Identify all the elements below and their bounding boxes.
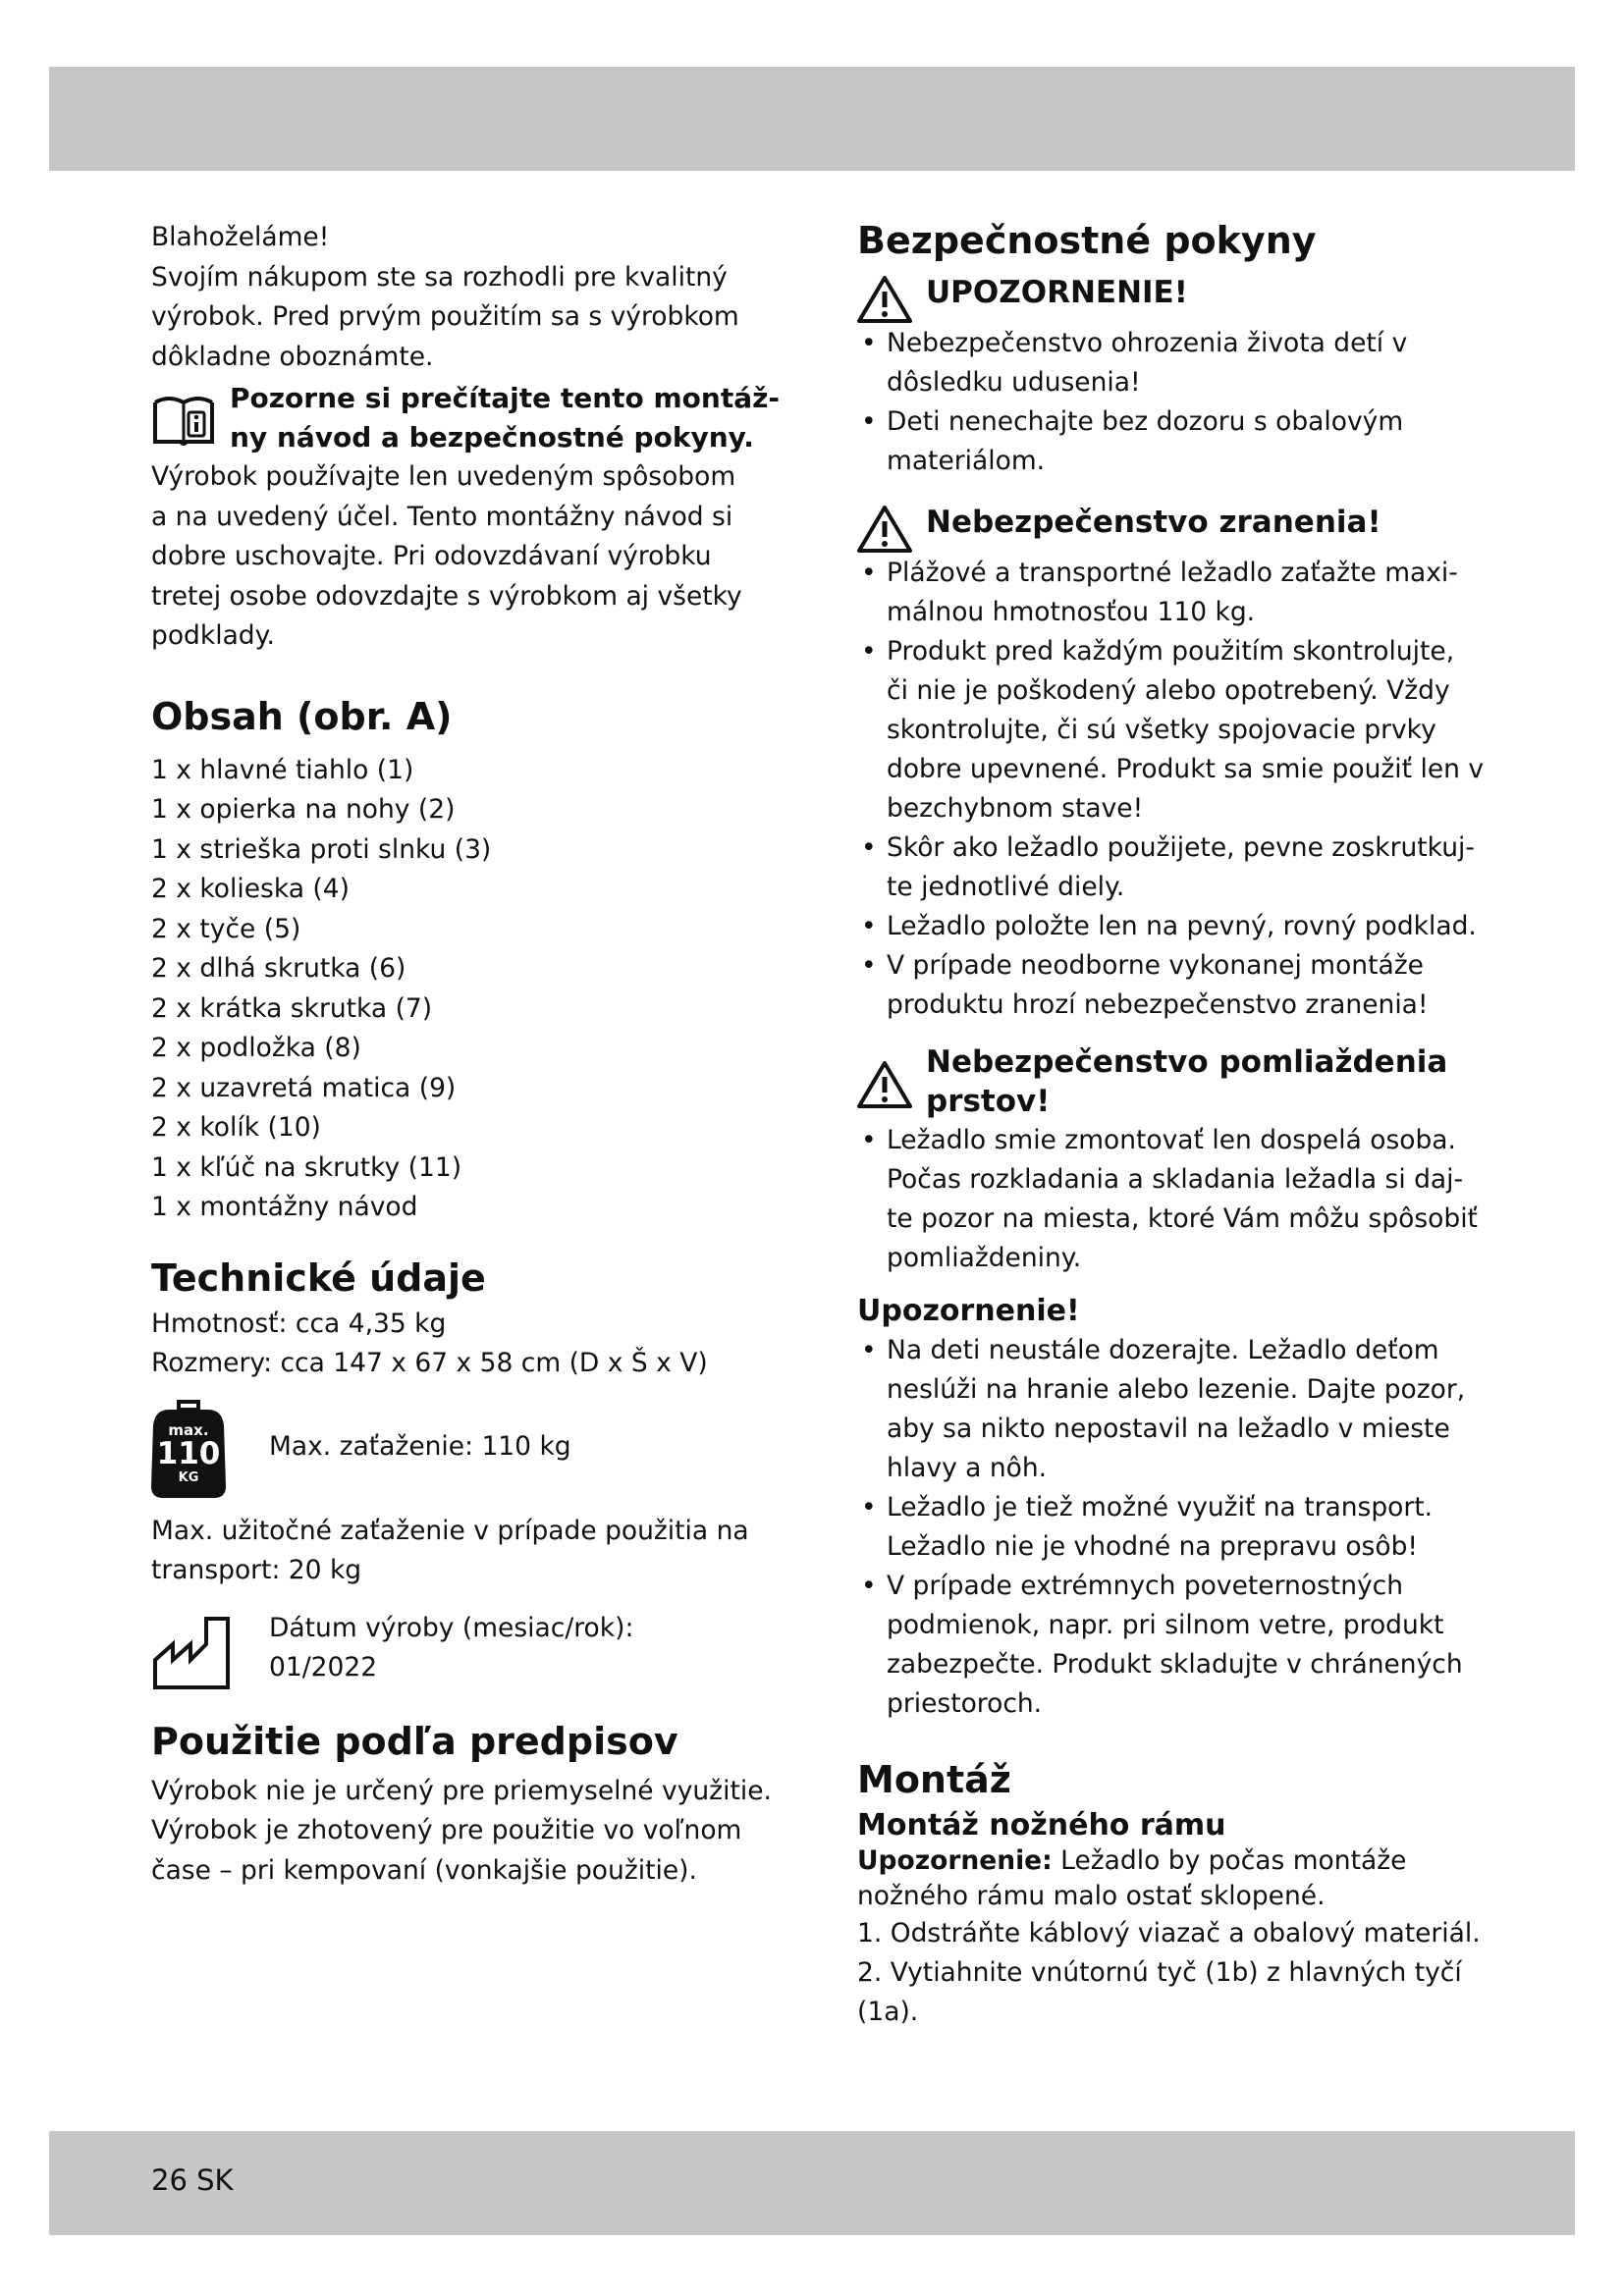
- usage-line: Výrobok nie je určený pre priemyselné využitie.: [151, 1775, 772, 1806]
- max-load-row: [151, 1396, 789, 1500]
- intro-body-line: a na uvedený účel. Tento montážny návod si: [151, 501, 733, 532]
- intro-body-line: tretej osobe odovzdajte s výrobkom aj všetky: [151, 580, 742, 612]
- list-item: • V prípade neodborne vykonanej montáže produktu hrozí nebezpečenstvo zranenia!: [857, 946, 1486, 1025]
- contents-item: 1 x opierka na nohy (2): [151, 794, 456, 825]
- intro-line: dôkladne oboznámte.: [151, 341, 434, 372]
- contents-item: 2 x krátka skrutka (7): [151, 992, 433, 1024]
- list-item: • Ležadlo je tiež možné využiť na transport. Ležadlo nie je vhodné na prepravu osôb!: [857, 1488, 1486, 1567]
- list-item: • Nebezpečenstvo ohrozenia života detí v dôsledku udusenia!: [857, 324, 1486, 402]
- crush-list: [857, 1121, 1486, 1278]
- list-item: • V prípade extrémnych poveternostných podmienok, napr. pri silnom vetre, produkt zabezpečte. Produkt skladujte v chránených priestoroch.: [857, 1567, 1486, 1724]
- notice-line: ny návod a bezpečnostné pokyny.: [230, 421, 754, 454]
- warning-triangle-icon: [857, 505, 912, 554]
- assembly-note-line: [857, 1843, 1486, 1879]
- weight-icon: [151, 1396, 226, 1500]
- usage-line: Výrobok je zhotovený pre použitie vo voľnom: [151, 1815, 742, 1845]
- contents-item: 2 x kolík (10): [151, 1112, 321, 1143]
- list-item: • Plážové a transportné ležadlo zaťažte maxi- málnou hmotnosťou 110 kg.: [857, 554, 1486, 632]
- contents-item: 1 x hlavné tiahlo (1): [151, 754, 414, 785]
- contents-item: 1 x strieška proti slnku (3): [151, 833, 492, 865]
- intro-body-line: dobre uschovajte. Pri odovzdávaní výrobku: [151, 541, 712, 571]
- footer-bar: [49, 2131, 1575, 2235]
- assembly-note-line: nožného rámu malo ostať sklopené.: [857, 1881, 1326, 1911]
- list-item: • Ležadlo smie zmontovať len dospelá osoba. Počas rozkladania a skladania ležadla si daj- te pozor na miesta, ktoré Vám môžu spôsobiť pomliaždeniny.: [857, 1121, 1486, 1278]
- crush-header: [857, 1042, 1486, 1121]
- greeting: Blahoželáme!: [151, 222, 330, 252]
- assembly-step: 1. Odstráňte káblový viazač a obalový materiál.: [857, 1918, 1481, 1949]
- usage-heading: Použitie podľa predpisov: [151, 1719, 678, 1763]
- crush-title-line: Nebezpečenstvo pomliaždenia: [926, 1044, 1448, 1080]
- injury-title: Nebezpečenstvo zranenia!: [926, 505, 1381, 540]
- safety-heading: Bezpečnostné pokyny: [857, 219, 1317, 262]
- right-column: [857, 218, 1486, 2032]
- weight-text: Hmotnosť: cca 4,35 kg: [151, 1308, 447, 1339]
- crush-title-line: prstov!: [926, 1084, 1051, 1119]
- intro-body-line: Výrobok používajte len uvedeným spôsobom: [151, 461, 736, 492]
- list-item: • Produkt pred každým použitím skontrolujte, či nie je poškodený alebo opotrebený. Vždy skontrolujte, či sú všetky spojovacie prvky dobre upevnené. Produkt sa smie použiť len v bezchybnom stave!: [857, 632, 1486, 828]
- list-item: • Skôr ako ležadlo použijete, pevne zoskrutkuj- te jednotlivé diely.: [857, 828, 1486, 907]
- list-item: • Ležadlo položte len na pevný, rovný podklad.: [857, 907, 1486, 946]
- contents-item: 1 x kľúč na skrutky (11): [151, 1151, 462, 1183]
- intro-line: výrobok. Pred prvým použitím sa s výrobkom: [151, 301, 739, 332]
- contents-item: 2 x dlhá skrutka (6): [151, 953, 406, 984]
- usage-line: čase – pri kempovaní (vonkajšie použitie).: [151, 1854, 697, 1886]
- assembly-note-text: Ležadlo by počas montáže: [1052, 1845, 1407, 1876]
- contents-item: 2 x tyče (5): [151, 913, 301, 944]
- assembly-heading: Montáž: [857, 1758, 1011, 1801]
- contents-item: 2 x uzavretá matica (9): [151, 1072, 457, 1103]
- transport-load-line: transport: 20 kg: [151, 1555, 362, 1585]
- max-load-text: Max. zaťaženie: 110 kg: [269, 1431, 571, 1463]
- warning-triangle-icon: [857, 1060, 912, 1109]
- contents-item: 2 x kolieska (4): [151, 874, 350, 904]
- intro-line: Svojím nákupom ste sa rozhodli pre kvalitný: [151, 261, 728, 293]
- note-list: [857, 1331, 1486, 1724]
- contents-item: 2 x podložka (8): [151, 1033, 361, 1063]
- contents-heading: Obsah (obr. A): [151, 694, 453, 738]
- warning-list: [857, 324, 1486, 481]
- manufacture-date-row: [151, 1609, 789, 1689]
- injury-header: [857, 503, 1486, 554]
- warning-triangle-icon: [857, 275, 912, 324]
- page-number: 26 SK: [151, 2163, 234, 2197]
- contents-item: 1 x montážny návod: [151, 1192, 418, 1222]
- manufacture-date-label: Dátum výroby (mesiac/rok):: [269, 1612, 634, 1643]
- manufacture-date-icon: [151, 1615, 232, 1689]
- assembly-note-label: Upozornenie:: [857, 1845, 1053, 1876]
- read-manual-notice: [151, 379, 789, 457]
- weight-icon-max-label: max.: [168, 1420, 209, 1439]
- list-item: • Deti nenechajte bez dozoru s obalovým materiálom.: [857, 402, 1486, 481]
- injury-list: [857, 554, 1486, 1025]
- technical-heading: Technické údaje: [151, 1255, 486, 1300]
- book-info-icon: [151, 389, 216, 452]
- assembly-subheading: Montáž nožného rámu: [857, 1808, 1226, 1842]
- warning-title: UPOZORNENIE!: [926, 275, 1188, 310]
- weight-icon-value: 110: [156, 1435, 221, 1471]
- warning-header: [857, 273, 1486, 324]
- header-bar: [49, 67, 1575, 171]
- transport-load-line: Max. užitočné zaťaženie v prípade použitia na: [151, 1515, 749, 1546]
- note-heading: Upozornenie!: [857, 1294, 1080, 1328]
- dimensions-text: Rozmery: cca 147 x 67 x 58 cm (D x Š x V): [151, 1348, 708, 1378]
- intro-body-line: podklady.: [151, 620, 275, 651]
- assembly-step: 2. Vytiahnite vnútornú tyč (1b) z hlavných tyčí (1a).: [857, 1957, 1462, 2027]
- manufacture-date-value: 01/2022: [269, 1652, 378, 1682]
- list-item: • Na deti neustále dozerajte. Ležadlo deťom neslúži na hranie alebo lezenie. Dajte pozor, aby sa nikto nepostavil na ležadlo v mieste hlavy a nôh.: [857, 1331, 1486, 1488]
- left-column: [151, 218, 789, 1891]
- notice-line: Pozorne si prečítajte tento montáž-: [230, 382, 781, 414]
- weight-icon-unit: KG: [178, 1469, 199, 1485]
